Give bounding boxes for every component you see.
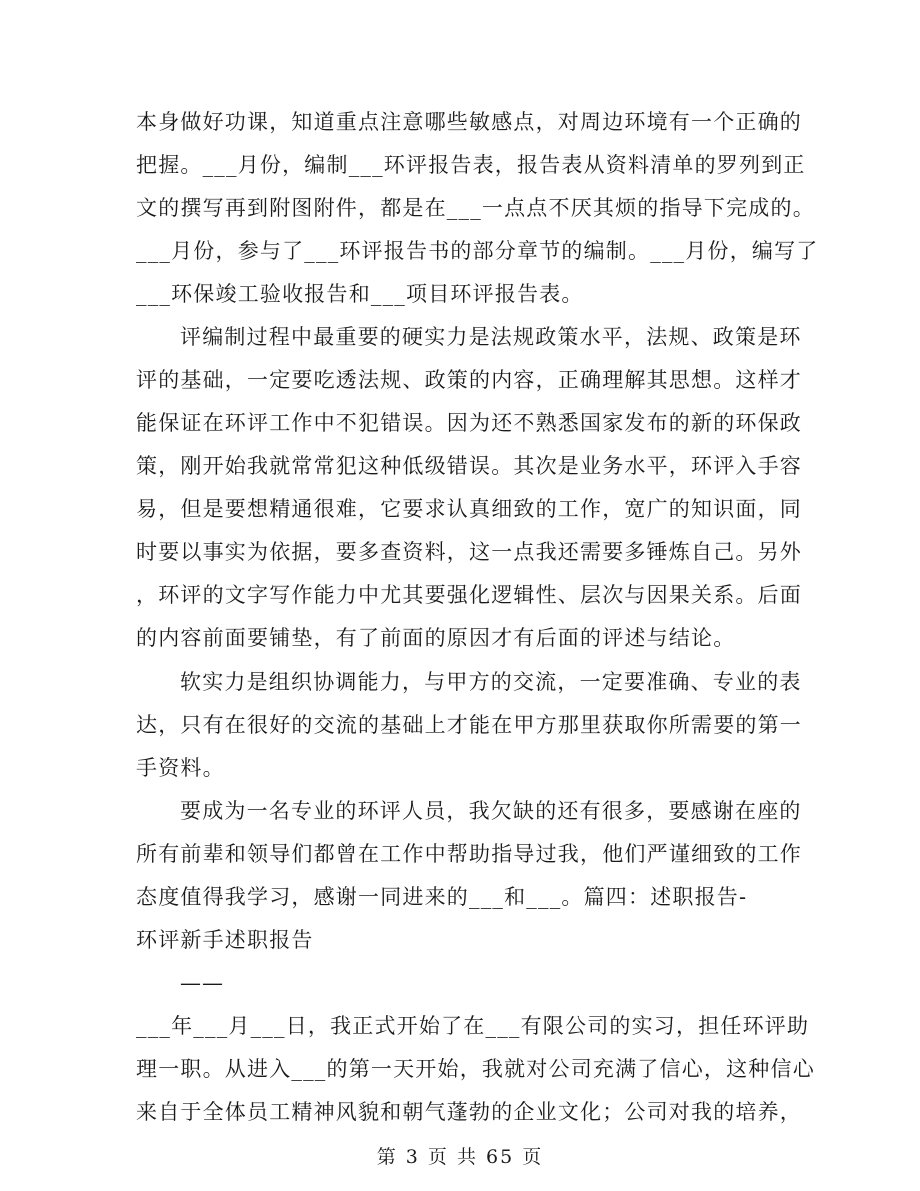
page-number-footer: 第 3 页 共 65 页 bbox=[376, 1146, 544, 1168]
paragraph-start-line: 评编制过程中最重要的硬实力是法规政策水平，法规、政策是环 bbox=[180, 325, 802, 349]
text-line: 文的撰写再到附图附件，都是在___一点点不厌其烦的指导下完成的。 bbox=[136, 196, 815, 220]
text-line: ___环保竣工验收报告和___项目环评报告表。 bbox=[136, 282, 584, 306]
text-line: ，环评的文字写作能力中尤其要强化逻辑性、层次与因果关系。后面 bbox=[136, 583, 802, 607]
text-line: 理一职。从进入___的第一天开始，我就对公司充满了信心，这种信心 bbox=[136, 1057, 815, 1081]
text-line: 的内容前面要铺垫，有了前面的原因才有后面的评述与结论。 bbox=[136, 626, 736, 650]
section-title-line: 环评新手述职报告 bbox=[136, 928, 314, 952]
text-line: 所有前辈和领导们都曾在工作中帮助指导过我，他们严谨细致的工作 bbox=[136, 842, 802, 866]
text-line: 本身做好功课，知道重点注意哪些敏感点，对周边环境有一个正确的 bbox=[136, 110, 802, 134]
text-line: 来自于全体员工精神风貌和朝气蓬勃的企业文化；公司对我的培养， bbox=[136, 1100, 802, 1124]
text-line: 评的基础，一定要吃透法规、政策的内容，正确理解其思想。这样才 bbox=[136, 368, 802, 392]
dash-separator: —— bbox=[180, 971, 224, 995]
text-line: 把握。___月份，编制___环评报告表，报告表从资料清单的罗列到正 bbox=[136, 153, 806, 177]
text-line: 手资料。 bbox=[136, 756, 225, 780]
text-line: ___月份，参与了___环评报告书的部分章节的编制。___月份，编写了 bbox=[136, 239, 819, 263]
text-line: 态度值得我学习，感谢一同进来的___和___。篇四：述职报告- bbox=[136, 885, 748, 909]
text-line: 策，刚开始我就常常犯这种低级错误。其次是业务水平，环评入手容 bbox=[136, 454, 802, 478]
text-line: ___年___月___日，我正式开始了在___有限公司的实习，担任环评助 bbox=[136, 1014, 810, 1038]
text-line: 达，只有在很好的交流的基础上才能在甲方那里获取你所需要的第一 bbox=[136, 713, 802, 737]
text-line: 时要以事实为依据，要多查资料，这一点我还需要多锤炼自己。另外 bbox=[136, 540, 802, 564]
text-line: 能保证在环评工作中不犯错误。因为还不熟悉国家发布的新的环保政 bbox=[136, 411, 802, 435]
paragraph-start-line: 软实力是组织协调能力，与甲方的交流，一定要准确、专业的表 bbox=[180, 670, 802, 694]
text-line: 易，但是要想精通很难，它要求认真细致的工作，宽广的知识面，同 bbox=[136, 497, 802, 521]
paragraph-start-line: 要成为一名专业的环评人员，我欠缺的还有很多，要感谢在座的 bbox=[180, 799, 802, 823]
